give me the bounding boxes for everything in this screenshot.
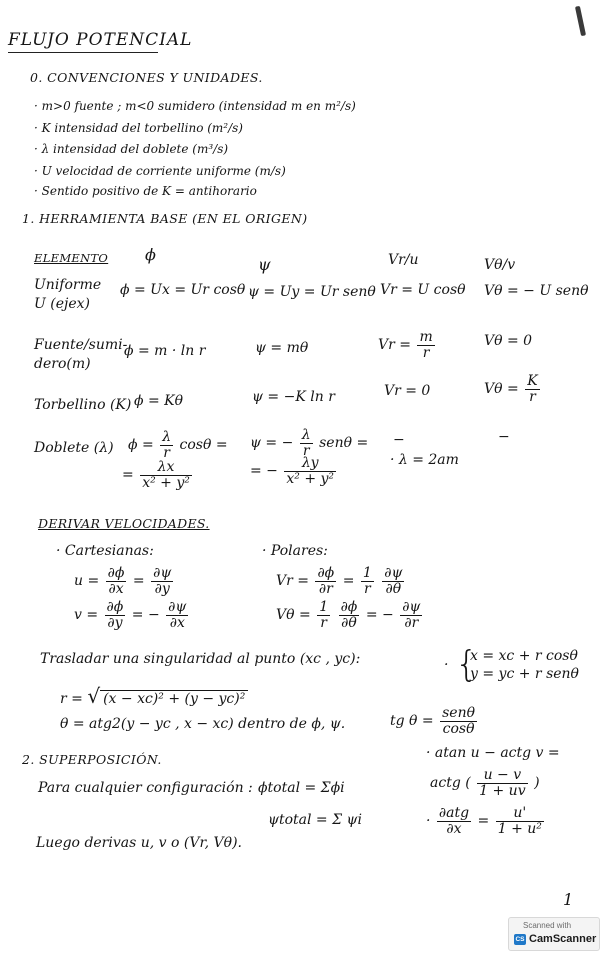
row-doblete-psi: ψ = − $\frac{\lambda}{r}$ senθ = (250, 427, 369, 459)
row-uniforme-vtheta: Vθ = − U senθ (484, 283, 589, 299)
luego-text: Luego derivas u, v o (Vr, Vθ). (36, 835, 242, 851)
page-title: FLUJO POTENCIAL (8, 30, 193, 50)
camscanner-brand: CamScanner (529, 933, 597, 945)
row-doblete-vtheta: − (498, 429, 510, 445)
scan-edge-mark (575, 6, 586, 36)
row-torbellino-psi: ψ = −K ln r (252, 389, 335, 405)
section1-heading: 1. HERRAMIENTA BASE (EN EL ORIGEN) (22, 211, 308, 226)
row-uniforme-name2: U (ejex) (34, 296, 90, 312)
row-uniforme-vr: Vr = U cosθ (380, 282, 466, 298)
bullet-sentido: · Sentido positivo de K = antihorario (34, 184, 257, 198)
system-bullet: · (444, 657, 449, 673)
section2-heading: 2. SUPERPOSICIÓN. (22, 752, 162, 767)
row-torbellino-phi: ϕ = Kθ (134, 393, 184, 409)
scanned-with-text: Scanned with (523, 921, 572, 930)
atan-identity-2: actg ( $\frac{u - v}{1 + uv}$ ) (430, 767, 540, 799)
bullet-uniforme: · U velocidad de corriente uniforme (m/s) (34, 164, 286, 178)
atan-identity-1: · atan u − actg v = (426, 745, 560, 761)
col-phi: ϕ (145, 245, 156, 264)
col-vtheta: Vθ/v (484, 257, 516, 273)
system-brace: { (455, 644, 478, 685)
row-fuente-name: Fuente/sumi- (34, 337, 128, 353)
cartesianas-label: · Cartesianas: (56, 543, 154, 559)
phi-total: ϕtotal = Σϕi (258, 780, 345, 796)
polares-label: · Polares: (262, 543, 328, 559)
row-uniforme-phi: ϕ = Ux = Ur cosθ (120, 282, 246, 298)
superposicion-text: Para cualquier configuración : (38, 780, 253, 796)
row-fuente-vtheta: Vθ = 0 (484, 333, 533, 349)
row-fuente-vr: Vr = $\frac{m}{r}$ (378, 329, 433, 361)
eq-theta: θ = atg2(y − yc , x − xc) dentro de ϕ, ψ. (60, 716, 346, 732)
camscanner-watermark (508, 917, 600, 951)
system-x: x = xc + r cosθ (470, 648, 578, 664)
row-torbellino-vr: Vr = 0 (384, 383, 431, 399)
section0-heading: 0. CONVENCIONES Y UNIDADES. (30, 70, 263, 85)
row-uniforme-name: Uniforme (34, 277, 102, 293)
camscanner-logo-icon: CS (515, 936, 525, 943)
psi-total: ψtotal = Σ ψi (268, 812, 362, 828)
row-fuente-phi: ϕ = m · ln r (124, 343, 206, 359)
page-number: 1 (563, 890, 574, 909)
eq-vr: Vr = $\frac{\partial\phi}{\partial r}$ = $\frac{1}{r}$ $\frac{\partial\psi}{\partial\theta}$ (276, 565, 403, 597)
row-doblete-name: Doblete (λ) (34, 440, 114, 456)
bullet-doblete: · λ intensidad del doblete (m³/s) (34, 142, 229, 156)
derivar-heading: DERIVAR VELOCIDADES. (38, 516, 210, 531)
eq-r: r = √ (x − xc)² + (y − yc)² (60, 684, 248, 708)
row-fuente-psi: ψ = mθ (255, 340, 309, 356)
datg-derivative: · $\frac{\text{∂atg}}{\partial x}$ = $\frac{u'}{\text{1 + u²}}$ (426, 805, 542, 837)
col-psi: ψ (258, 255, 271, 274)
col-vr: Vr/u (388, 252, 419, 268)
row-doblete-note: · λ = 2am (390, 452, 459, 468)
sqrt-symbol: √ (87, 684, 101, 708)
row-doblete-psi-xy: = − $\frac{\lambda y}{\text{x² + y²}}$ (250, 455, 335, 487)
row-torbellino-vtheta: Vθ = $\frac{K}{r}$ (484, 373, 538, 405)
row-uniforme-psi: ψ = Uy = Ur senθ (248, 284, 376, 300)
bullet-fuente: · m>0 fuente ; m<0 sumidero (intensidad m en m²/s) (34, 99, 356, 113)
title-underline (8, 52, 158, 53)
row-fuente-name2: dero(m) (34, 356, 91, 372)
row-torbellino-name: Torbellino (K) (34, 397, 132, 413)
row-doblete-vr: − (393, 432, 405, 448)
traslado-text: Trasladar una singularidad al punto (xc , yc): (40, 651, 361, 667)
bullet-torbellino: · K intensidad del torbellino (m²/s) (34, 121, 243, 135)
eq-vtheta: Vθ = $\frac{1}{r}$ $\frac{\partial\phi}{\partial\theta}$ = − $\frac{\partial\psi}{\partial r}$ (276, 599, 421, 631)
eq-v: v = $\frac{\partial\phi}{\partial y}$ = − $\frac{\partial\psi}{\partial x}$ (74, 599, 187, 631)
eq-u: u = $\frac{\partial\phi}{\partial x}$ = $\frac{\partial\psi}{\partial y}$ (74, 565, 172, 597)
row-doblete-phi: ϕ = $\frac{\lambda}{r}$ cosθ = (128, 429, 228, 461)
row-doblete-phi-xy: = $\frac{\lambda x}{\text{x² + y²}}$ (122, 459, 190, 491)
system-y: y = yc + r senθ (470, 666, 579, 682)
eq-tg: tg θ = $\frac{\text{senθ}}{\cos\theta}$ (390, 705, 476, 737)
col-elemento: ELEMENTO (34, 251, 109, 265)
